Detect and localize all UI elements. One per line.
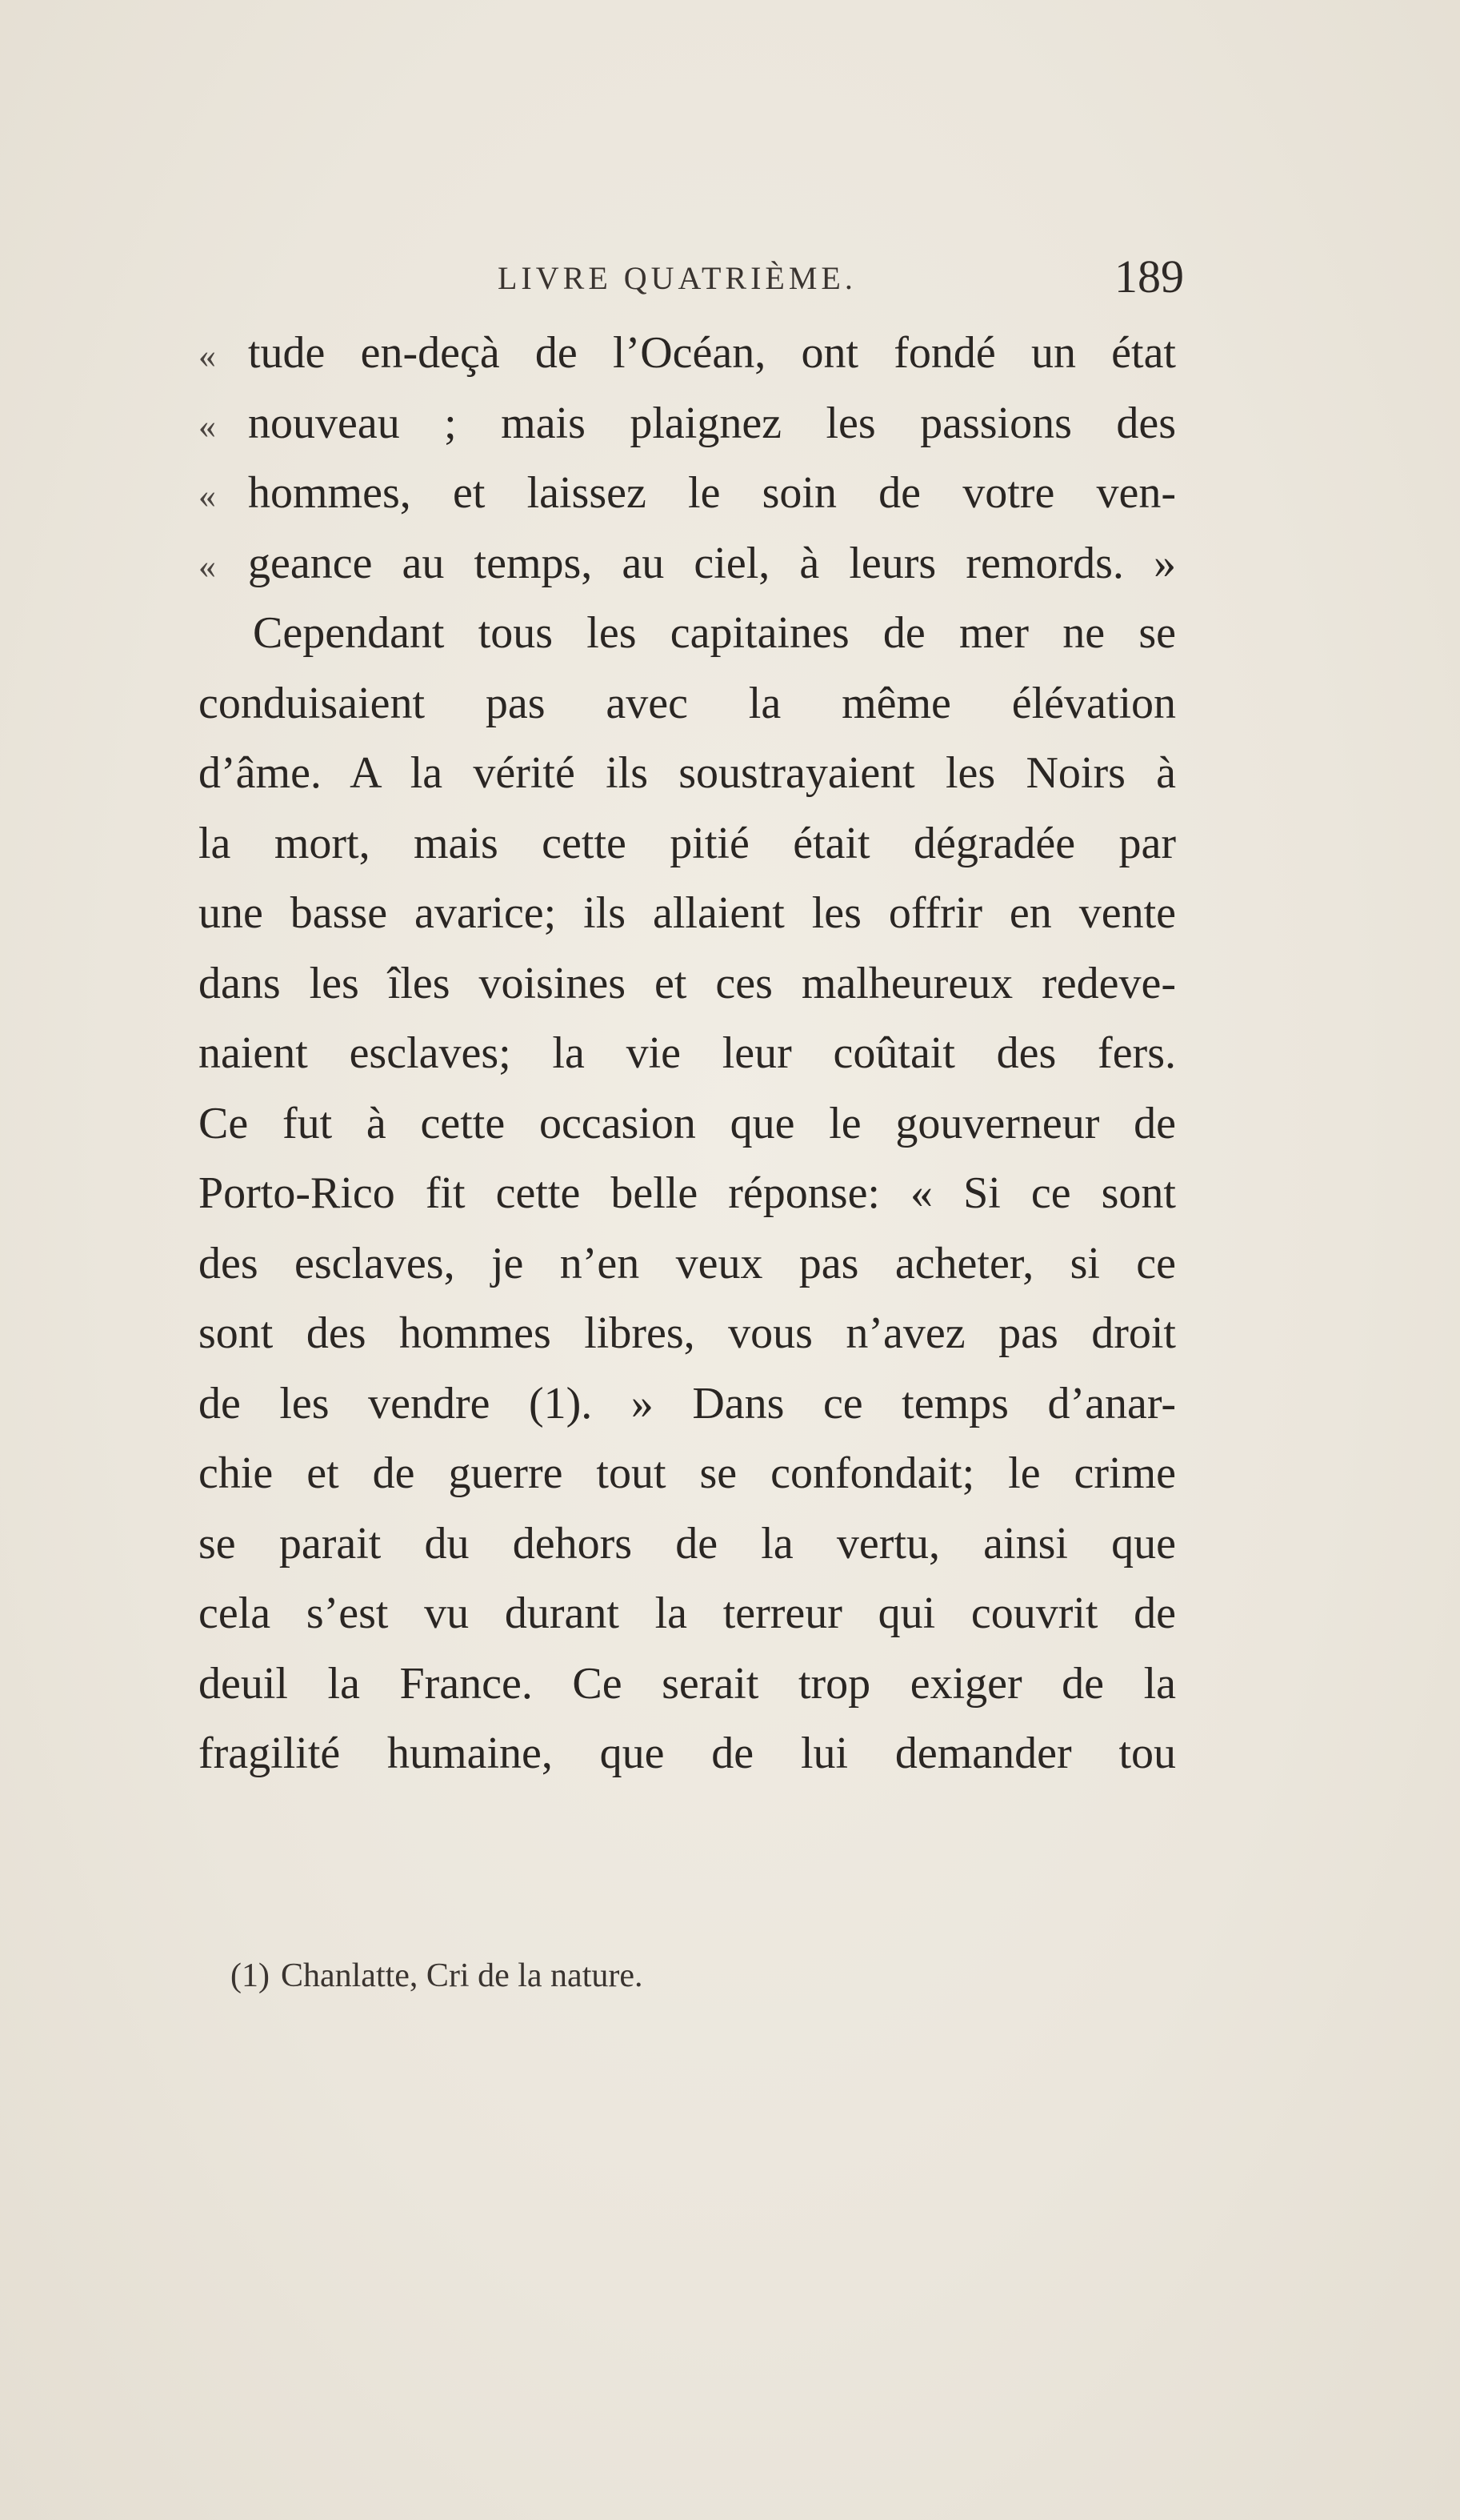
text-line: une basse avarice; ils allaient les offrir en vente — [198, 888, 1176, 938]
text-line-quote — [198, 459, 1176, 529]
paragraph-first-line: Cependant tous les capitaines de mer ne se — [253, 608, 1176, 658]
text-line: de les vendre (1). » Dans ce temps d’anar- — [198, 1378, 1176, 1428]
quote-mark: « — [198, 546, 216, 586]
text-line: des esclaves, je n’en veux pas acheter, si ce — [198, 1238, 1176, 1288]
text-line: sont des hommes libres, vous n’avez pas droit — [198, 1308, 1176, 1358]
text-line: la mort, mais cette pitié était dégradée par — [198, 818, 1176, 868]
text-line: deuil la France. Ce serait trop exiger de la — [198, 1658, 1176, 1709]
line-text: geance au temps, au ciel, à leurs remords. » — [248, 538, 1176, 588]
footnote-marker: (1) — [230, 1957, 270, 1994]
line-text: tude en-deçà de l’Océan, ont fondé un état — [248, 328, 1176, 378]
quote-mark: « — [198, 336, 216, 375]
line-text: nouveau ; mais plaignez les passions des — [248, 398, 1176, 448]
text-line-quote — [198, 529, 1176, 599]
footnote-text: Chanlatte, Cri de la nature. — [280, 1957, 643, 1994]
body-text — [198, 319, 1176, 1789]
page-number: 189 — [1114, 250, 1184, 302]
quote-mark: « — [198, 406, 216, 446]
running-head — [464, 250, 1184, 302]
text-line: dans les îles voisines et ces malheureux redeve- — [198, 958, 1176, 1008]
text-line: chie et de guerre tout se confondait; le crime — [198, 1448, 1176, 1498]
text-line: conduisaient pas avec la même élévation — [198, 678, 1176, 728]
text-line: fragilité humaine, que de lui demander tou — [198, 1729, 1176, 1778]
footnote — [230, 1957, 643, 1995]
running-head-title: LIVRE QUATRIÈME. — [498, 260, 857, 296]
text-line: cela s’est vu durant la terreur qui couvrit de — [198, 1589, 1176, 1638]
text-line: naient esclaves; la vie leur coûtait des fers. — [198, 1028, 1176, 1078]
quote-mark: « — [198, 476, 216, 515]
text-line: Ce fut à cette occasion que le gouverneur de — [198, 1098, 1176, 1148]
text-line-quote — [198, 389, 1176, 459]
text-line: d’âme. A la vérité ils soustrayaient les Noirs à — [198, 748, 1176, 798]
text-line: Porto-Rico fit cette belle réponse: « Si ce sont — [198, 1168, 1176, 1218]
text-line: se parait du dehors de la vertu, ainsi que — [198, 1518, 1176, 1568]
line-text: hommes, et laissez le soin de votre ven- — [248, 468, 1176, 518]
text-line-quote — [198, 319, 1176, 389]
